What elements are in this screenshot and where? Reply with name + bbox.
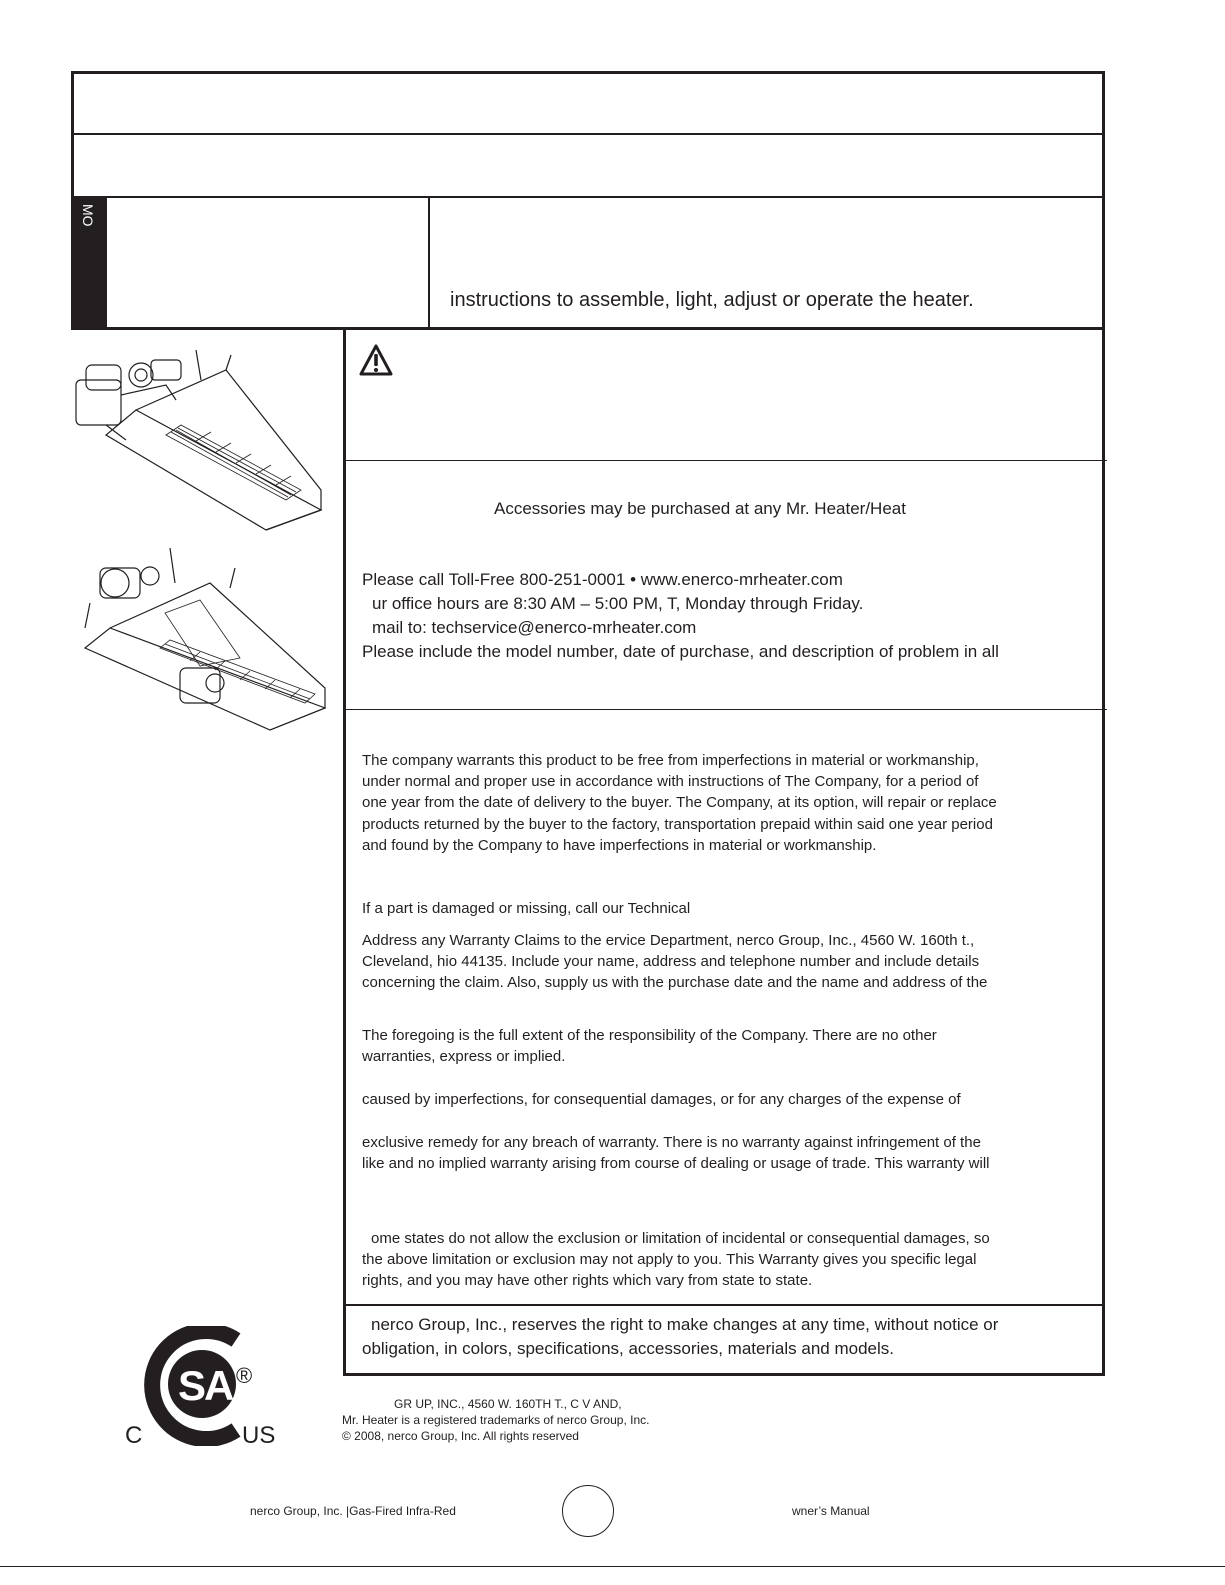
- csa-mark-letters: SA: [178, 1362, 233, 1409]
- rights-divider: [343, 1304, 1105, 1306]
- warranty-p2-l2: Cleveland, hio 44135. Include your name, address and telephone number and include details: [362, 953, 980, 970]
- warranty-p1-l3: one year from the date of delivery to the buyer. The Company, at its option, will repair or replace: [362, 794, 997, 811]
- warning-triangle-icon: [358, 343, 394, 377]
- office-hours-line: ur office hours are 8:30 AM – 5:00 PM, T, Monday through Friday.: [372, 594, 864, 613]
- warranty-p1-l1: The company warrants this product to be free from imperfections in material or workmanship,: [362, 752, 979, 769]
- accessories-text: Accessories may be purchased at any Mr. Heater/Heat: [494, 499, 906, 518]
- model-sidebar-label: MO: [80, 204, 96, 227]
- warranty-p1-l2: under normal and proper use in accordance with instructions of The Company, for a period of: [362, 773, 979, 790]
- footer-left-text: nerco Group, Inc. |Gas-Fired Infra-Red: [250, 1504, 456, 1518]
- csa-country-us: US: [242, 1422, 276, 1449]
- warranty-p2-l3: concerning the claim. Also, supply us with the purchase date and the name and address of the: [362, 974, 988, 991]
- heater-illustration-double: [70, 548, 340, 738]
- warranty-damaged-line: If a part is damaged or missing, call our Technical: [362, 900, 691, 917]
- warranty-consequential-line: caused by imperfections, for consequential damages, or for any charges of the expense of: [362, 1091, 961, 1108]
- footer-rule: [0, 1566, 1225, 1567]
- email-line: mail to: techservice@enerco-mrheater.com: [372, 618, 697, 637]
- rights-line-2: obligation, in colors, specifications, accessories, materials and models.: [362, 1339, 894, 1358]
- address-line-1: GR UP, INC., 4560 W. 160TH T., C V AND,: [394, 1397, 622, 1411]
- warning-divider: [343, 460, 1107, 461]
- warranty-p5-l1: ome states do not allow the exclusion or limitation of incidental or consequential damages, so: [371, 1230, 990, 1247]
- include-details-line: Please include the model number, date of purchase, and description of problem in all: [362, 642, 999, 661]
- warranty-p1-l5: and found by the Company to have imperfections in material or workmanship.: [362, 837, 877, 854]
- csa-country-c: C: [125, 1422, 143, 1449]
- warranty-p3-l2: warranties, express or implied.: [362, 1048, 566, 1065]
- phone-website-line: Please call Toll-Free 800-251-0001 • www.enerco-mrheater.com: [362, 570, 843, 589]
- warranty-p4-l2: like and no implied warranty arising from course of dealing or usage of trade. This warranty will: [362, 1155, 990, 1172]
- warranty-p5-l2: the above limitation or exclusion may not apply to you. This Warranty gives you specific legal: [362, 1251, 977, 1268]
- warranty-p3-l1: The foregoing is the full extent of the responsibility of the Company. There are no other: [362, 1027, 937, 1044]
- header-column-divider: [428, 196, 430, 330]
- registered-mark: ®: [236, 1363, 253, 1388]
- warranty-p4-l1: exclusive remedy for any breach of warranty. There is no warranty against infringement of the: [362, 1134, 981, 1151]
- page-number-circle: [562, 1485, 614, 1537]
- footer-right-text: wner’s Manual: [792, 1504, 870, 1518]
- rights-line-1: nerco Group, Inc., reserves the right to make changes at any time, without notice or: [371, 1315, 999, 1334]
- header-divider-1: [71, 133, 1105, 135]
- trademark-line: Mr. Heater is a registered trademarks of nerco Group, Inc.: [342, 1413, 650, 1427]
- warranty-p1-l4: products returned by the buyer to the factory, transportation prepaid within said one year period: [362, 816, 993, 833]
- accessories-divider: [343, 709, 1107, 710]
- header-divider-2: [71, 196, 1105, 198]
- copyright-line: © 2008, nerco Group, Inc. All rights reserved: [342, 1429, 579, 1443]
- instructions-text: instructions to assemble, light, adjust or operate the heater.: [450, 289, 974, 311]
- warranty-p5-l3: rights, and you may have other rights which vary from state to state.: [362, 1272, 813, 1289]
- warranty-p2-l1: Address any Warranty Claims to the ervice Department, nerco Group, Inc., 4560 W. 160th t.,: [362, 932, 975, 949]
- heater-illustration-single: [66, 340, 336, 540]
